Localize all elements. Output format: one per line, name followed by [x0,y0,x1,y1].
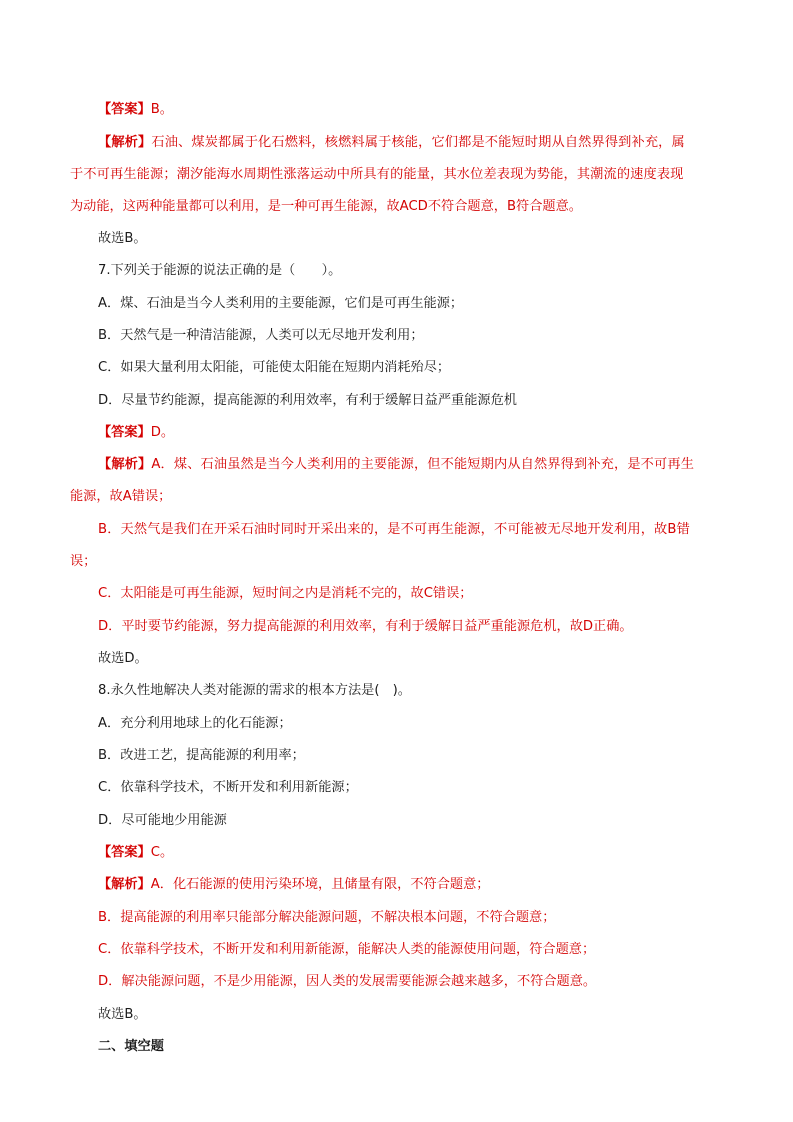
answer-value: C。 [150,845,174,860]
q8-option-a: A．充分利用地球上的化石能源； [98,716,292,731]
q7-option-c: C．如果大量利用太阳能，可能使太阳能在短期内消耗殆尽； [98,360,451,375]
section-heading: 二、填空题 [98,1039,164,1054]
q6-analysis-line-3: 为动能，这两种能量都可以利用，是一种可再生能源，故ACD不符合题意，B符合题意。 [70,199,582,214]
answer-value: D。 [150,425,175,440]
q7-option-b: B．天然气是一种清洁能源，人类可以无尽地开发利用； [98,328,424,343]
q8-analysis-line-2: B．提高能源的利用率只能部分解决能源问题，不解决根本问题，不符合题意； [98,910,556,925]
q7-stem: 7.下列关于能源的说法正确的是（ ）。 [98,263,342,278]
q8-analysis-line-1 [98,876,738,894]
q7-answer-line [98,424,738,442]
q7-analysis-line-5: C．太阳能是可再生能源，短时间之内是消耗不完的，故C错误； [98,586,473,601]
analysis-tag: 【解析】 [98,135,152,150]
answer-value: B。 [150,102,173,117]
q6-answer-line [98,101,738,119]
analysis-text: 石油、煤炭都属于化石燃料，核燃料属于核能，它们都是不能短时期从自然界得到补充，属 [151,135,685,150]
q8-option-b: B．改进工艺，提高能源的利用率； [98,748,305,763]
q7-analysis-line-1 [98,456,738,474]
analysis-text: A．化石能源的使用污染环境，且储量有限，不符合题意； [150,877,490,892]
q7-conclusion: 故选D。 [98,651,148,666]
q8-option-d: D．尽可能地少用能源 [98,813,227,828]
answer-tag: 【答案】 [98,102,151,117]
analysis-tag: 【解析】 [98,457,152,472]
answer-tag: 【答案】 [98,425,151,440]
q7-option-a: A．煤、石油是当今人类利用的主要能源，它们是可再生能源； [98,296,464,311]
analysis-tag: 【解析】 [98,877,151,892]
q7-analysis-line-6: D．平时要节约能源，努力提高能源的利用效率，有利于缓解日益严重能源危机，故D正确。 [98,619,633,634]
q7-analysis-line-3: B．天然气是我们在开采石油时同时开采出来的，是不可再生能源，不可能被无尽地开发利用，故B错 [98,522,690,537]
q8-analysis-line-4: D．解决能源问题，不是少用能源，因人类的发展需要能源会越来越多，不符合题意。 [98,974,597,989]
q7-analysis-line-4: 误； [70,554,97,569]
q8-option-c: C．依靠科学技术，不断开发和利用新能源； [98,780,358,795]
q7-option-d: D．尽量节约能源，提高能源的利用效率，有利于缓解日益严重能源危机 [98,393,517,408]
analysis-text: A．煤、石油虽然是当今人类利用的主要能源，但不能短期内从自然界得到补充，是不可再生 [151,457,695,472]
answer-tag: 【答案】 [98,845,151,860]
q8-answer-line [98,844,738,862]
q7-analysis-line-2: 能源，故A错误； [70,489,172,504]
q6-conclusion: 故选B。 [98,231,147,246]
q6-analysis-line-2: 于不可再生能源；潮汐能海水周期性涨落运动中所具有的能量，其水位差表现为势能，其潮流的速度表现 [70,167,684,182]
q8-stem: 8.永久性地解决人类对能源的需求的根本方法是( )。 [98,683,411,698]
q8-conclusion: 故选B。 [98,1007,147,1022]
q8-analysis-line-3: C．依靠科学技术，不断开发和利用新能源，能解决人类的能源使用问题，符合题意； [98,942,596,957]
q6-analysis-line-1 [98,134,738,152]
